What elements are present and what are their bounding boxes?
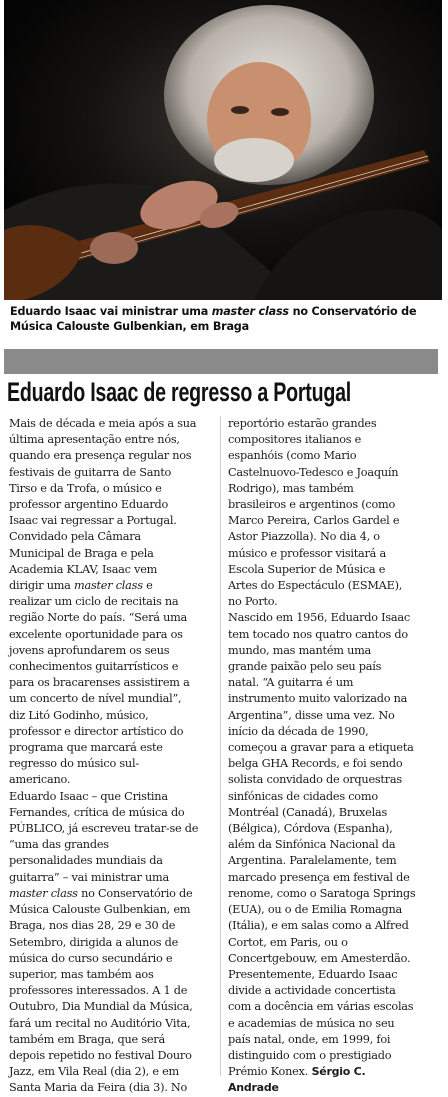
article-line: Artes do Espectáculo (ESMAE),: [228, 579, 403, 593]
article-line: (Bélgica), Córdova (Espanha),: [228, 822, 393, 836]
article-line: Marco Pereira, Carlos Gardel e: [228, 514, 400, 528]
article-line: Eduardo Isaac – que Cristina: [9, 789, 168, 803]
article-line: brasileiros e argentinos (como: [228, 498, 396, 512]
article-line: quando era presença regular nos: [9, 449, 192, 463]
article-line: Cortot, em Paris, ou o: [228, 935, 348, 949]
article-line: guitarra” – vai ministrar uma: [9, 870, 170, 884]
article-line: Tirso e da Trofa, o músico e: [9, 481, 162, 495]
article-line: distinguido com o prestigiado: [228, 1048, 392, 1062]
caption-text: Eduardo Isaac vai ministrar uma: [10, 305, 212, 318]
article-line: dirigir uma master class e: [9, 579, 153, 593]
article-line: regresso do músico sul-: [9, 757, 139, 771]
article-line: Música Calouste Gulbenkian, em: [9, 903, 191, 917]
article-line: reportório estarão grandes: [228, 417, 377, 430]
article-line: Montréal (Canadá), Bruxelas: [228, 805, 387, 819]
article-line: Isaac vai regressar a Portugal.: [9, 514, 177, 528]
article-line: depois repetido no festival Douro: [9, 1048, 192, 1062]
article-line: americano.: [9, 773, 71, 787]
article-line: Castelnuovo-Tedesco e Joaquín: [228, 465, 399, 479]
article-line: mundo, mas mantém uma: [228, 643, 372, 657]
article-line: grande paixão pelo seu país: [228, 660, 382, 674]
article-line: e academias de música no seu: [228, 1016, 395, 1030]
article-line: [228, 1080, 438, 1096]
article-line: Mais de década e meia após a sua: [9, 417, 197, 430]
article-line: divide a actividade concertista: [228, 984, 396, 998]
article-column-left: [9, 416, 219, 1097]
article-line: sinfónicas de cidades como: [228, 789, 378, 803]
article-line: (EUA), ou o de Emilia Romagna: [228, 903, 403, 917]
article-line: personalidades mundiais da: [9, 854, 163, 868]
article-line: professores interessados. A 1 de: [9, 984, 188, 998]
article-line: PÚBLICO, já escreveu tratar-se de: [9, 822, 199, 836]
article-line: Escola Superior de Música e: [228, 562, 386, 576]
article-line: compositores italianos e: [228, 433, 362, 447]
article-line: também em Braga, que será: [9, 1032, 165, 1046]
article-line: diz Litó Godinho, músico,: [9, 708, 149, 722]
caption-italic-text: master class: [211, 305, 289, 318]
article-column-right: [228, 416, 438, 1097]
article-line: Convidado pela Câmara: [9, 530, 141, 544]
article-line: no Porto.: [228, 595, 278, 609]
column-divider: [220, 416, 221, 1076]
article-line: além da Sinfónica Nacional da: [228, 838, 396, 852]
article-line: realizar um ciclo de recitais na: [9, 595, 179, 609]
article-line: professor e director artístico do: [9, 724, 184, 738]
article-line: última apresentação entre nós,: [9, 433, 180, 447]
article-line: início da década de 1990,: [228, 724, 369, 738]
header-band: [4, 349, 438, 374]
article-headline: Eduardo Isaac de regresso a Portugal: [7, 377, 352, 407]
article-line: Argentina. Paralelamente, tem: [228, 854, 397, 868]
article-line: região Norte do país. “Será uma: [9, 611, 188, 625]
article-line: músico e professor visitará a: [228, 546, 386, 560]
article-line: renome, como o Saratoga Springs: [228, 886, 416, 900]
article-line: Jazz, em Vila Real (dia 2), e em: [9, 1065, 180, 1079]
article-line: instrumento muito valorizado na: [228, 692, 408, 706]
article-line: com a docência em várias escolas: [228, 1000, 414, 1014]
author-signature: Sérgio C.: [308, 1065, 366, 1079]
article-line: (Itália), e em salas como a Alfred: [228, 919, 409, 933]
author-signature-surname: Andrade: [228, 1081, 279, 1095]
article-line: Academia KLAV, Isaac vem: [9, 562, 158, 576]
article-line: tem tocado nos quatro cantos do: [228, 627, 408, 641]
article-line: excelente oportunidade para os: [9, 627, 183, 641]
article-line: fará um recital no Auditório Vita,: [9, 1016, 191, 1030]
article-line: Presentemente, Eduardo Isaac: [228, 967, 398, 981]
article-line: jovens aprofundarem os seus: [9, 643, 170, 657]
article-line: conhecimentos guitarrísticos e: [9, 660, 179, 674]
article-line: país natal, onde, em 1999, foi: [228, 1032, 391, 1046]
article-line: para os bracarenses assistirem a: [9, 676, 190, 690]
article-line: natal. “A guitarra é um: [228, 676, 354, 690]
article-line: programa que marcará este: [9, 741, 163, 755]
article-line: Municipal de Braga e pela: [9, 546, 154, 560]
article-line: Braga, nos dias 28, 29 e 30 de: [9, 919, 176, 933]
article-line: música do curso secundário e: [9, 951, 173, 965]
article-line: começou a gravar para a etiqueta: [228, 741, 414, 755]
guitarist-illustration: [4, 0, 442, 300]
article-line: superior, mas também aos: [9, 967, 154, 981]
caption-text-end: no Conservatório de Música Calouste Gulbenkian, em Braga: [10, 305, 417, 333]
article-line: belga GHA Records, e foi sendo: [228, 757, 403, 771]
article-line: Argentina”, disse uma vez. No: [228, 708, 395, 722]
article-line: Prémio Konex. Sérgio C.: [228, 1065, 366, 1079]
article-line: professor argentino Eduardo: [9, 498, 169, 512]
photo-caption: [10, 304, 438, 334]
article-line: Santa Maria da Feira (dia 3). No: [9, 1081, 188, 1095]
article-line: Concertgebouw, em Amesterdão.: [228, 951, 411, 965]
article-line: “uma das grandes: [9, 838, 109, 852]
article-line: Rodrigo), mas também: [228, 481, 354, 495]
article-line: Astor Piazzolla). No dia 4, o: [228, 530, 380, 544]
article-line: master class no Conservatório de: [9, 886, 193, 900]
article-line: Setembro, dirigida a alunos de: [9, 935, 179, 949]
article-line: Outubro, Dia Mundial da Música,: [9, 1000, 193, 1014]
article-photo: [4, 0, 442, 300]
article-line: um concerto de nível mundial”,: [9, 692, 182, 706]
article-line: Fernandes, crítica de música do: [9, 805, 185, 819]
article-line: solista convidado de orquestras: [228, 773, 402, 787]
article-line: Nascido em 1956, Eduardo Isaac: [228, 611, 410, 625]
article-line: espanhóis (como Mario: [228, 449, 357, 463]
article-line: festivais de guitarra de Santo: [9, 465, 172, 479]
article-line: marcado presença em festival de: [228, 870, 410, 884]
